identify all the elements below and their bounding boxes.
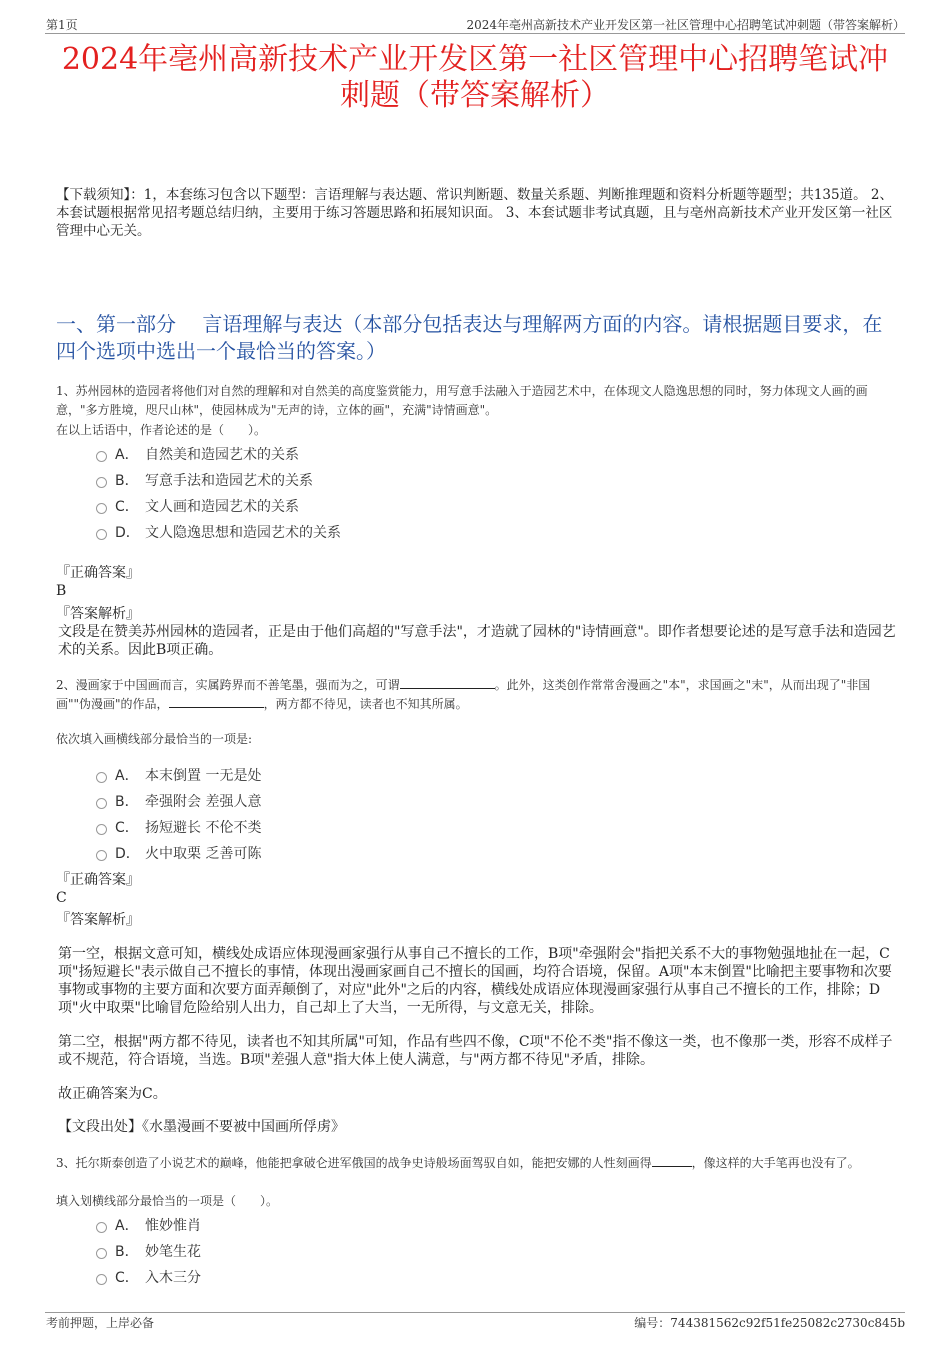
radio-icon[interactable]: [96, 1222, 107, 1233]
q1-option-d[interactable]: D． 文人隐逸思想和造园艺术的关系: [96, 522, 341, 542]
section-heading: 一、第一部分 言语理解与表达（本部分包括表达与理解两方面的内容。请根据题目要求，在四个选项中选出一个最恰当的答案。）: [56, 312, 883, 363]
q1-answer-label: 『正确答案』: [56, 565, 140, 581]
header-rule: [45, 33, 905, 34]
radio-icon[interactable]: [96, 1248, 107, 1259]
footer-rule: [45, 1312, 905, 1313]
question-2-stem: 2、漫画家于中国画而言，实属跨界而不善笔墨，强而为之，可谓 。此外，这类创作常常舍漫画之"本"，求国画之"末"，从而出现了"非国画""伪漫画"的作品， ，两方都不待见，读者也不知其所属。: [56, 678, 871, 711]
q1-option-a[interactable]: A． 自然美和造园艺术的关系: [96, 444, 299, 464]
question-3-ask: 填入划横线部分最恰当的一项是（ ）。: [56, 1194, 279, 1208]
radio-icon[interactable]: [96, 503, 107, 514]
page-number: 第1页: [46, 18, 78, 32]
blank-1: [400, 676, 495, 689]
download-notice: 【下载须知】：1，本套练习包含以下题型：言语理解与表达题、常识判断题、数量关系题、判断推理题和资料分析题等题型；共135道。 2、本套试题根据常见招考题总结归纳，主要用于练习答题思路和拓展知识面。 3、本套试题非考试真题，且与亳州高新技术产业开发区第一社区管理中心无关。: [56, 187, 893, 239]
q2-conclusion: 故正确答案为C。: [58, 1086, 167, 1102]
q2-option-d[interactable]: D． 火中取栗 乏善可陈: [96, 843, 261, 863]
radio-icon[interactable]: [96, 451, 107, 462]
q2-source: 【文段出处】《水墨漫画不要被中国画所俘虏》: [58, 1119, 345, 1135]
q3-option-b[interactable]: B． 妙笔生花: [96, 1241, 201, 1261]
q2-option-b[interactable]: B． 牵强附会 差强人意: [96, 791, 261, 811]
q1-analysis: 文段是在赞美苏州园林的造园者，正是由于他们高超的"写意手法"，才造就了园林的"诗情画意"。即作者想要论述的是写意手法和造园艺术的关系。因此B项正确。: [58, 624, 896, 658]
radio-icon[interactable]: [96, 798, 107, 809]
q2-option-a[interactable]: A． 本末倒置 一无是处: [96, 765, 261, 785]
radio-icon[interactable]: [96, 850, 107, 861]
blank-2: [169, 695, 264, 708]
question-1-ask: 在以上话语中，作者论述的是（ ）。: [56, 423, 267, 437]
document-title: 2024年亳州高新技术产业开发区第一社区管理中心招聘笔试冲 刺题（带答案解析）: [61, 42, 889, 113]
blank-1: [652, 1154, 692, 1167]
q1-option-c[interactable]: C． 文人画和造园艺术的关系: [96, 496, 299, 516]
question-3-stem: 3、托尔斯泰创造了小说艺术的巅峰，他能把拿破仑进军俄国的战争史诗般场面驾驭自如，能把安娜的人性刻画得 ，像这样的大手笔再也没有了。: [56, 1156, 860, 1170]
q3-option-a[interactable]: A． 惟妙惟肖: [96, 1215, 201, 1235]
question-2-ask: 依次填入画横线部分最恰当的一项是:: [56, 732, 253, 746]
footer-slogan: 考前押题，上岸必备: [46, 1316, 155, 1330]
q2-analysis-2: 第二空，根据"两方都不待见，读者也不知其所属"可知，作品有些四不像，C项"不伦不类"指不像这一类，也不像那一类，形容不成样子或不规范，符合语境，当选。B项"差强人意"指大体上使人满意，与"两方都不待见"矛盾，排除。: [58, 1034, 893, 1068]
q2-answer: C: [56, 890, 67, 906]
radio-icon[interactable]: [96, 1274, 107, 1285]
radio-icon[interactable]: [96, 772, 107, 783]
document-id: 编号：744381562c92f51fe25082c2730c845b: [634, 1316, 905, 1330]
question-1-stem: 1、苏州园林的造园者将他们对自然的理解和对自然美的高度鉴赏能力，用写意手法融入于造园艺术中，在体现文人隐逸思想的同时，努力体现文人画的画意，"多方胜境，咫尺山林"，使园林成为"无声的诗，立体的画"，充满"诗情画意"。: [56, 384, 868, 417]
radio-icon[interactable]: [96, 529, 107, 540]
q1-answer: B: [56, 583, 67, 599]
q2-option-c[interactable]: C． 扬短避长 不伦不类: [96, 817, 261, 837]
q2-answer-label: 『正确答案』: [56, 872, 140, 888]
q1-option-b[interactable]: B． 写意手法和造园艺术的关系: [96, 470, 313, 490]
radio-icon[interactable]: [96, 824, 107, 835]
q1-analysis-label: 『答案解析』: [56, 606, 140, 622]
q3-option-c[interactable]: C． 入木三分: [96, 1267, 201, 1287]
q2-analysis-1: 第一空，根据文意可知，横线处成语应体现漫画家强行从事自己不擅长的工作，B项"牵强附会"指把关系不大的事物勉强地扯在一起，C项"扬短避长"表示做自己不擅长的事情，体现出漫画家画自己不擅长的国画，均符合语境，保留。A项"本末倒置"比喻把主要事物和次要事物或事物的主要方面和次要方面弄颠倒了，对应"此外"之后的内容，横线处成语应体现漫画家强行从事自己不擅长的工作，排除；D项"火中取栗"比喻冒危险给别人出力，自己却上了大当，一无所得，与文意无关，排除。: [58, 946, 892, 1016]
header-title: 2024年亳州高新技术产业开发区第一社区管理中心招聘笔试冲刺题（带答案解析）: [466, 18, 905, 32]
radio-icon[interactable]: [96, 477, 107, 488]
q2-analysis-label: 『答案解析』: [56, 912, 140, 928]
